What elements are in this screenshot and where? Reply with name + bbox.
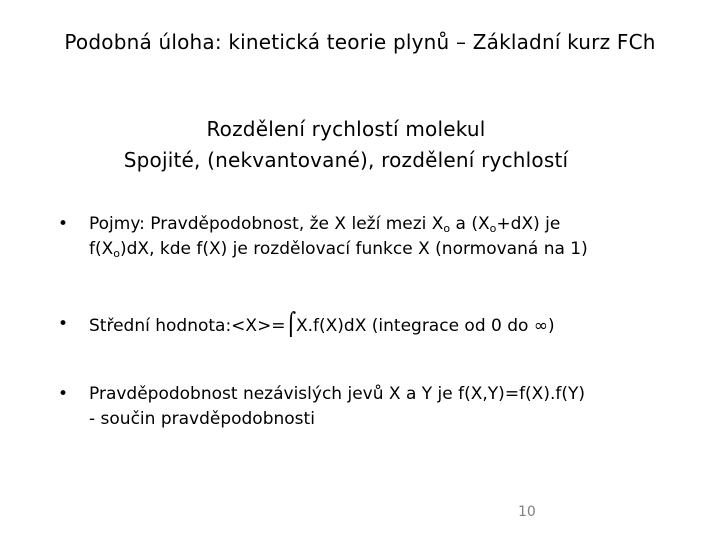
bullet-text: Pojmy: Pravděpodobnost, že X leží mezi X: [89, 214, 444, 234]
bullet-text: Střední hodnota:<X>=: [89, 316, 286, 336]
integral-sign: ⌠: [285, 310, 296, 338]
subtitle-line-1: Rozdělení rychlostí molekul: [206, 117, 486, 141]
bullet-item-independent-events: [58, 382, 720, 432]
bullet-text: +dX) je: [496, 214, 561, 234]
subscript: o: [113, 247, 120, 260]
bullet-text: Pravděpodobnost nezávislých jevů X a Y je f(X,Y)=f(X).f(Y): [89, 384, 585, 404]
subtitle-line-2: Spojité, (nekvantované), rozdělení rychlostí: [123, 148, 569, 172]
bullet-text: X.f(X)dX (integrace od 0 do ∞): [295, 316, 555, 336]
page-number: 10: [518, 504, 536, 520]
bullet-text: f(X: [89, 239, 114, 259]
bullet-dot: •: [58, 384, 69, 404]
bullet-item-mean-value: [58, 312, 720, 339]
bullet-item-concepts: [58, 212, 720, 262]
subscript: o: [489, 222, 497, 235]
subscript: o: [443, 222, 451, 235]
bullet-text: - součin pravděpodobnosti: [89, 409, 315, 429]
bullet-text: a (X: [450, 214, 490, 234]
bullet-dot: •: [58, 214, 69, 234]
bullet-dot: •: [58, 314, 69, 334]
slide-title: Podobná úloha: kinetická teorie plynů – Základní kurz FCh: [64, 30, 656, 54]
bullet-text: )dX, kde f(X) je rozdělovací funkce X (normovaná na 1): [120, 239, 588, 259]
